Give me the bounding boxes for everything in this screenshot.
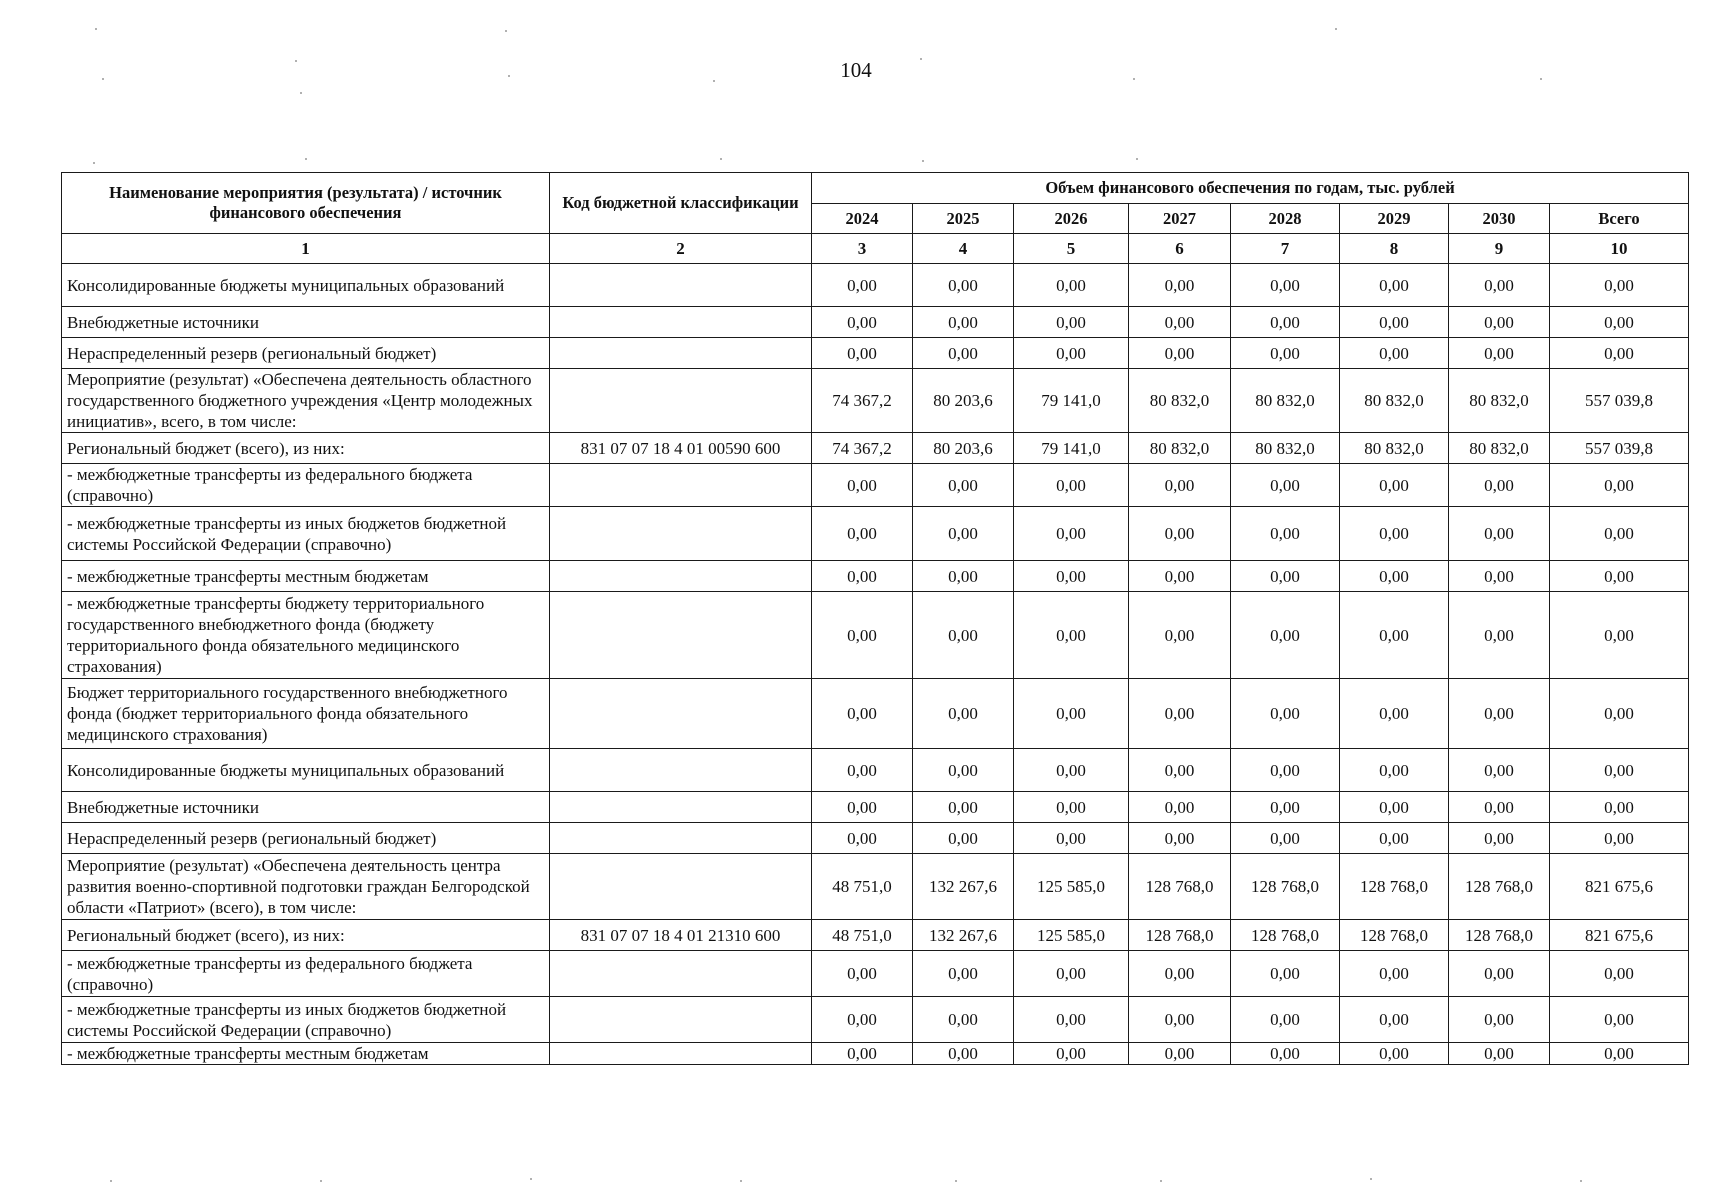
column-number: 3 — [812, 234, 913, 264]
row-value: 0,00 — [1340, 464, 1449, 507]
year-header: 2028 — [1231, 204, 1340, 234]
row-value: 0,00 — [1014, 561, 1129, 592]
row-name: Внебюджетные источники — [62, 307, 550, 338]
row-value: 0,00 — [812, 792, 913, 823]
table-row — [62, 1043, 1689, 1065]
row-code: 831 07 07 18 4 01 21310 600 — [550, 920, 812, 951]
column-number: 7 — [1231, 234, 1340, 264]
row-value: 0,00 — [913, 792, 1014, 823]
scan-speck — [720, 158, 722, 160]
row-value: 80 832,0 — [1449, 369, 1550, 433]
row-value: 0,00 — [1449, 823, 1550, 854]
table-row — [62, 369, 1689, 433]
row-value: 0,00 — [1231, 307, 1340, 338]
row-value: 128 768,0 — [1129, 854, 1231, 920]
column-number: 10 — [1550, 234, 1689, 264]
row-value: 0,00 — [1449, 507, 1550, 561]
row-total: 0,00 — [1550, 951, 1689, 997]
row-code — [550, 749, 812, 792]
row-name: Консолидированные бюджеты муниципальных образований — [62, 264, 550, 307]
table-row — [62, 433, 1689, 464]
column-number: 2 — [550, 234, 812, 264]
scan-speck — [305, 158, 307, 160]
row-value: 125 585,0 — [1014, 854, 1129, 920]
row-value: 0,00 — [1449, 749, 1550, 792]
row-value: 0,00 — [812, 997, 913, 1043]
row-value: 125 585,0 — [1014, 920, 1129, 951]
row-value: 0,00 — [913, 264, 1014, 307]
column-number-row — [62, 234, 1689, 264]
row-value: 0,00 — [1014, 264, 1129, 307]
scan-speck — [713, 80, 715, 82]
row-total: 557 039,8 — [1550, 369, 1689, 433]
row-value: 128 768,0 — [1231, 920, 1340, 951]
row-total: 0,00 — [1550, 338, 1689, 369]
row-value: 0,00 — [1340, 264, 1449, 307]
row-value: 0,00 — [1449, 592, 1550, 679]
financing-table — [61, 172, 1689, 1065]
row-code: 831 07 07 18 4 01 00590 600 — [550, 433, 812, 464]
scan-speck — [300, 92, 302, 94]
row-name: Региональный бюджет (всего), из них: — [62, 920, 550, 951]
row-name: - межбюджетные трансферты из федерального бюджета (справочно) — [62, 464, 550, 507]
row-total: 0,00 — [1550, 749, 1689, 792]
row-value: 0,00 — [1014, 679, 1129, 749]
table-row — [62, 997, 1689, 1043]
row-name: Нераспределенный резерв (региональный бюджет) — [62, 823, 550, 854]
row-value: 0,00 — [1340, 997, 1449, 1043]
table-row — [62, 854, 1689, 920]
row-value: 0,00 — [913, 1043, 1014, 1065]
row-value: 0,00 — [812, 679, 913, 749]
row-value: 0,00 — [812, 592, 913, 679]
year-header: 2027 — [1129, 204, 1231, 234]
row-value: 0,00 — [1449, 951, 1550, 997]
row-total: 0,00 — [1550, 792, 1689, 823]
column-number: 6 — [1129, 234, 1231, 264]
scan-speck — [1540, 78, 1542, 80]
row-value: 0,00 — [1231, 264, 1340, 307]
row-value: 0,00 — [812, 749, 913, 792]
row-value: 0,00 — [1129, 749, 1231, 792]
row-total: 821 675,6 — [1550, 854, 1689, 920]
row-name: Консолидированные бюджеты муниципальных образований — [62, 749, 550, 792]
row-value: 0,00 — [812, 951, 913, 997]
row-name: - межбюджетные трансферты местным бюджетам — [62, 561, 550, 592]
scan-speck — [530, 1178, 532, 1180]
row-value: 0,00 — [1231, 749, 1340, 792]
scan-speck — [320, 1180, 322, 1182]
year-header: 2024 — [812, 204, 913, 234]
row-total: 557 039,8 — [1550, 433, 1689, 464]
scan-speck — [740, 1180, 742, 1182]
scan-speck — [110, 1180, 112, 1182]
row-value: 0,00 — [1129, 307, 1231, 338]
row-total: 0,00 — [1550, 1043, 1689, 1065]
row-name: - межбюджетные трансферты бюджету территориального государственного внебюджетного фонда (бюджету территориального фонда обязательного медицинского страхования) — [62, 592, 550, 679]
row-value: 0,00 — [1129, 338, 1231, 369]
row-value: 0,00 — [913, 749, 1014, 792]
row-value: 0,00 — [1129, 464, 1231, 507]
row-value: 0,00 — [1449, 307, 1550, 338]
row-value: 0,00 — [812, 264, 913, 307]
row-value: 0,00 — [1449, 792, 1550, 823]
row-code — [550, 997, 812, 1043]
row-name: - межбюджетные трансферты из федерального бюджета (справочно) — [62, 951, 550, 997]
row-code — [550, 338, 812, 369]
row-value: 0,00 — [1129, 561, 1231, 592]
row-code — [550, 951, 812, 997]
row-value: 0,00 — [1231, 997, 1340, 1043]
row-value: 0,00 — [812, 307, 913, 338]
row-value: 132 267,6 — [913, 854, 1014, 920]
row-value: 0,00 — [1014, 507, 1129, 561]
row-value: 0,00 — [812, 464, 913, 507]
scan-speck — [95, 28, 97, 30]
row-value: 0,00 — [913, 464, 1014, 507]
row-value: 128 768,0 — [1340, 920, 1449, 951]
row-value: 0,00 — [1014, 792, 1129, 823]
row-value: 0,00 — [812, 561, 913, 592]
row-value: 0,00 — [913, 951, 1014, 997]
row-value: 0,00 — [1340, 823, 1449, 854]
row-value: 0,00 — [1340, 507, 1449, 561]
page-number: 104 — [840, 58, 872, 82]
row-total: 0,00 — [1550, 592, 1689, 679]
row-value: 74 367,2 — [812, 369, 913, 433]
table-row — [62, 951, 1689, 997]
row-value: 0,00 — [1231, 561, 1340, 592]
row-value: 132 267,6 — [913, 920, 1014, 951]
name-column-header: Наименование мероприятия (результата) / источник финансового обеспечения — [62, 173, 550, 234]
code-column-header: Код бюджетной классификации — [550, 173, 812, 234]
row-value: 48 751,0 — [812, 920, 913, 951]
row-value: 0,00 — [1129, 792, 1231, 823]
row-value: 80 832,0 — [1340, 369, 1449, 433]
row-code — [550, 679, 812, 749]
row-value: 0,00 — [1449, 264, 1550, 307]
row-value: 0,00 — [1340, 307, 1449, 338]
row-value: 128 768,0 — [1129, 920, 1231, 951]
row-value: 0,00 — [913, 561, 1014, 592]
row-value: 0,00 — [1231, 338, 1340, 369]
row-name: - межбюджетные трансферты местным бюджетам — [62, 1043, 550, 1065]
row-value: 0,00 — [913, 338, 1014, 369]
table-row — [62, 338, 1689, 369]
row-value: 79 141,0 — [1014, 369, 1129, 433]
scan-speck — [1136, 158, 1138, 160]
row-value: 0,00 — [1340, 338, 1449, 369]
row-value: 0,00 — [1449, 464, 1550, 507]
column-number: 5 — [1014, 234, 1129, 264]
row-value: 80 832,0 — [1231, 433, 1340, 464]
row-value: 0,00 — [1231, 679, 1340, 749]
row-code — [550, 854, 812, 920]
row-name: Бюджет территориального государственного внебюджетного фонда (бюджет территориального фонда обязательного медицинского страхования) — [62, 679, 550, 749]
row-value: 0,00 — [1129, 997, 1231, 1043]
table-body — [62, 264, 1689, 1065]
scan-speck — [922, 160, 924, 162]
row-value: 0,00 — [1129, 264, 1231, 307]
table-header — [62, 173, 1689, 264]
row-value: 0,00 — [1340, 592, 1449, 679]
row-value: 0,00 — [812, 338, 913, 369]
row-value: 0,00 — [1340, 1043, 1449, 1065]
scan-speck — [93, 162, 95, 164]
row-name: Региональный бюджет (всего), из них: — [62, 433, 550, 464]
row-value: 0,00 — [1231, 1043, 1340, 1065]
amount-group-header: Объем финансового обеспечения по годам, тыс. рублей — [812, 173, 1689, 204]
row-value: 0,00 — [1014, 338, 1129, 369]
row-code — [550, 561, 812, 592]
row-code — [550, 369, 812, 433]
row-code — [550, 592, 812, 679]
column-number: 4 — [913, 234, 1014, 264]
row-code — [550, 1043, 812, 1065]
row-value: 74 367,2 — [812, 433, 913, 464]
scan-speck — [505, 30, 507, 32]
row-total: 0,00 — [1550, 264, 1689, 307]
scan-speck — [1133, 78, 1135, 80]
table-row — [62, 679, 1689, 749]
row-total: 0,00 — [1550, 679, 1689, 749]
row-code — [550, 307, 812, 338]
table-row — [62, 307, 1689, 338]
row-value: 80 832,0 — [1449, 433, 1550, 464]
row-value: 0,00 — [913, 592, 1014, 679]
row-name: Нераспределенный резерв (региональный бюджет) — [62, 338, 550, 369]
row-value: 0,00 — [1014, 464, 1129, 507]
row-value: 0,00 — [1340, 749, 1449, 792]
row-value: 0,00 — [1014, 951, 1129, 997]
row-value: 0,00 — [1449, 679, 1550, 749]
scan-speck — [1370, 1178, 1372, 1180]
row-value: 0,00 — [1231, 464, 1340, 507]
row-value: 128 768,0 — [1449, 920, 1550, 951]
table-row — [62, 464, 1689, 507]
row-value: 0,00 — [812, 507, 913, 561]
row-value: 80 832,0 — [1129, 433, 1231, 464]
row-name: Мероприятие (результат) «Обеспечена деятельность центра развития военно-спортивной подготовки граждан Белгородской области «Патриот» (всего), в том числе: — [62, 854, 550, 920]
row-value: 0,00 — [1129, 592, 1231, 679]
row-value: 0,00 — [1014, 307, 1129, 338]
row-value: 0,00 — [1014, 592, 1129, 679]
row-value: 0,00 — [1449, 997, 1550, 1043]
row-value: 0,00 — [1340, 561, 1449, 592]
scan-speck — [295, 60, 297, 62]
row-value: 0,00 — [913, 507, 1014, 561]
total-header: Всего — [1550, 204, 1689, 234]
scan-speck — [955, 1180, 957, 1182]
row-value: 0,00 — [1231, 592, 1340, 679]
year-header: 2030 — [1449, 204, 1550, 234]
row-value: 0,00 — [1340, 951, 1449, 997]
row-value: 0,00 — [812, 1043, 913, 1065]
row-value: 0,00 — [1014, 1043, 1129, 1065]
table-row — [62, 592, 1689, 679]
row-value: 79 141,0 — [1014, 433, 1129, 464]
row-value: 0,00 — [913, 679, 1014, 749]
row-value: 0,00 — [1129, 1043, 1231, 1065]
row-value: 0,00 — [1449, 338, 1550, 369]
row-value: 80 832,0 — [1231, 369, 1340, 433]
row-value: 0,00 — [1449, 1043, 1550, 1065]
row-code — [550, 792, 812, 823]
row-value: 0,00 — [1231, 823, 1340, 854]
row-value: 0,00 — [913, 997, 1014, 1043]
table-row — [62, 920, 1689, 951]
table-row — [62, 264, 1689, 307]
row-value: 0,00 — [1340, 679, 1449, 749]
row-name: - межбюджетные трансферты из иных бюджетов бюджетной системы Российской Федерации (справочно) — [62, 507, 550, 561]
scan-speck — [508, 75, 510, 77]
row-value: 0,00 — [1014, 749, 1129, 792]
table-row — [62, 792, 1689, 823]
row-total: 0,00 — [1550, 823, 1689, 854]
row-value: 80 203,6 — [913, 369, 1014, 433]
row-name: Мероприятие (результат) «Обеспечена деятельность областного государственного бюджетного учреждения «Центр молодежных инициатив», всего, в том числе: — [62, 369, 550, 433]
scan-speck — [1335, 28, 1337, 30]
column-number: 8 — [1340, 234, 1449, 264]
row-value: 0,00 — [1129, 679, 1231, 749]
year-header: 2029 — [1340, 204, 1449, 234]
row-value: 0,00 — [1340, 792, 1449, 823]
row-code — [550, 507, 812, 561]
row-code — [550, 823, 812, 854]
row-total: 821 675,6 — [1550, 920, 1689, 951]
row-name: Внебюджетные источники — [62, 792, 550, 823]
row-value: 80 832,0 — [1129, 369, 1231, 433]
row-value: 0,00 — [1129, 951, 1231, 997]
row-value: 80 832,0 — [1340, 433, 1449, 464]
row-value: 0,00 — [1129, 507, 1231, 561]
scan-speck — [920, 58, 922, 60]
scan-speck — [1160, 1180, 1162, 1182]
row-code — [550, 464, 812, 507]
row-value: 0,00 — [812, 823, 913, 854]
row-value: 0,00 — [1231, 792, 1340, 823]
row-total: 0,00 — [1550, 997, 1689, 1043]
scan-speck — [1580, 1180, 1582, 1182]
row-value: 0,00 — [1014, 823, 1129, 854]
table-row — [62, 507, 1689, 561]
row-value: 128 768,0 — [1231, 854, 1340, 920]
row-value: 0,00 — [913, 307, 1014, 338]
row-value: 48 751,0 — [812, 854, 913, 920]
row-value: 0,00 — [913, 823, 1014, 854]
row-value: 0,00 — [1129, 823, 1231, 854]
row-value: 0,00 — [1449, 561, 1550, 592]
scan-speck — [102, 78, 104, 80]
row-name: - межбюджетные трансферты из иных бюджетов бюджетной системы Российской Федерации (справочно) — [62, 997, 550, 1043]
column-number: 1 — [62, 234, 550, 264]
year-header: 2026 — [1014, 204, 1129, 234]
row-code — [550, 264, 812, 307]
row-total: 0,00 — [1550, 507, 1689, 561]
row-total: 0,00 — [1550, 464, 1689, 507]
row-value: 128 768,0 — [1449, 854, 1550, 920]
row-total: 0,00 — [1550, 561, 1689, 592]
row-value: 0,00 — [1014, 997, 1129, 1043]
row-value: 0,00 — [1231, 951, 1340, 997]
row-value: 0,00 — [1231, 507, 1340, 561]
row-value: 128 768,0 — [1340, 854, 1449, 920]
year-header: 2025 — [913, 204, 1014, 234]
row-value: 80 203,6 — [913, 433, 1014, 464]
row-total: 0,00 — [1550, 307, 1689, 338]
table-row — [62, 561, 1689, 592]
column-number: 9 — [1449, 234, 1550, 264]
table-row — [62, 749, 1689, 792]
table-row — [62, 823, 1689, 854]
